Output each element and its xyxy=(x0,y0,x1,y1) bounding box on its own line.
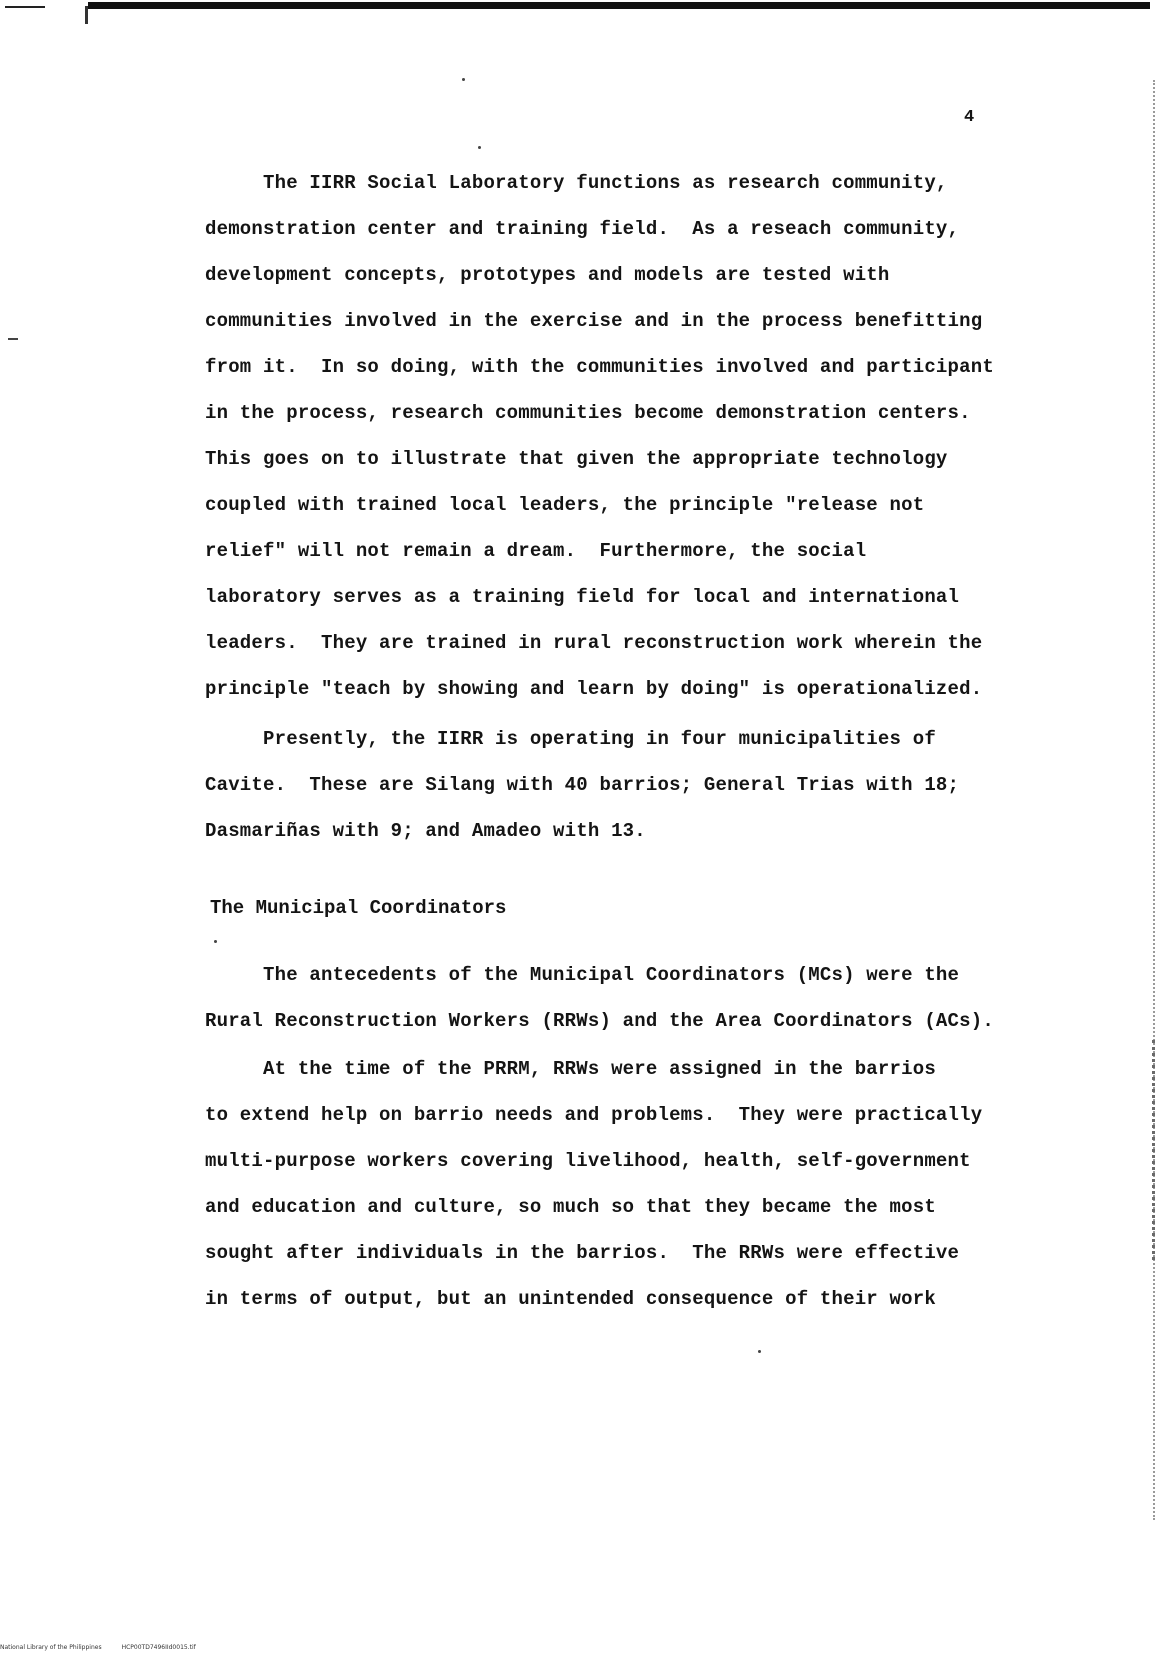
text-line: and education and culture, so much so that they became the most xyxy=(205,1196,936,1218)
scan-edge-line xyxy=(5,6,45,8)
text-line: principle "teach by showing and learn by doing" is operationalized. xyxy=(205,678,983,700)
scan-footer xyxy=(0,1644,216,1651)
scan-right-edge xyxy=(1153,80,1158,1520)
text-line: relief" will not remain a dream. Furthermore, the social xyxy=(205,540,867,562)
text-line: demonstration center and training field. As a reseach community, xyxy=(205,218,960,240)
text-line: Presently, the IIRR is operating in four municipalities of xyxy=(205,728,936,750)
scan-top-border xyxy=(88,2,1150,9)
scan-speck xyxy=(758,1350,761,1353)
text-line: in terms of output, but an unintended consequence of their work xyxy=(205,1288,936,1310)
scan-right-edge-noise xyxy=(1152,1040,1160,1260)
text-line: in the process, research communities become demonstration centers. xyxy=(205,402,971,424)
text-line: Rural Reconstruction Workers (RRWs) and the Area Coordinators (ACs). xyxy=(205,1010,994,1032)
text-line: from it. In so doing, with the communities involved and participant xyxy=(205,356,994,378)
text-line: At the time of the PRRM, RRWs were assigned in the barrios xyxy=(205,1058,936,1080)
text-line: communities involved in the exercise and in the process benefitting xyxy=(205,310,983,332)
text-line: Cavite. These are Silang with 40 barrios; General Trias with 18; xyxy=(205,774,960,796)
text-line: coupled with trained local leaders, the principle "release not xyxy=(205,494,925,516)
scan-speck xyxy=(478,146,481,149)
footer-library: National Library of the Philippines xyxy=(0,1644,102,1651)
text-line: development concepts, prototypes and models are tested with xyxy=(205,264,890,286)
text-line: This goes on to illustrate that given the appropriate technology xyxy=(205,448,948,470)
text-line: sought after individuals in the barrios. The RRWs were effective xyxy=(205,1242,960,1264)
scan-corner-mark xyxy=(85,6,88,24)
scan-speck xyxy=(8,338,18,340)
scan-speck xyxy=(462,78,465,81)
text-line: The IIRR Social Laboratory functions as research community, xyxy=(205,172,948,194)
text-line: leaders. They are trained in rural reconstruction work wherein the xyxy=(205,632,983,654)
page-number: 4 xyxy=(964,108,975,127)
text-line: to extend help on barrio needs and problems. They were practically xyxy=(205,1104,983,1126)
scan-speck xyxy=(214,940,217,943)
footer-file-id: HCP00TD7496IId0015.tif xyxy=(121,1644,196,1651)
section-heading: The Municipal Coordinators xyxy=(210,897,507,919)
text-line: The antecedents of the Municipal Coordinators (MCs) were the xyxy=(205,964,960,986)
text-line: Dasmariñas with 9; and Amadeo with 13. xyxy=(205,820,646,842)
text-line: multi-purpose workers covering livelihood, health, self-government xyxy=(205,1150,971,1172)
text-line: laboratory serves as a training field for local and international xyxy=(205,586,960,608)
